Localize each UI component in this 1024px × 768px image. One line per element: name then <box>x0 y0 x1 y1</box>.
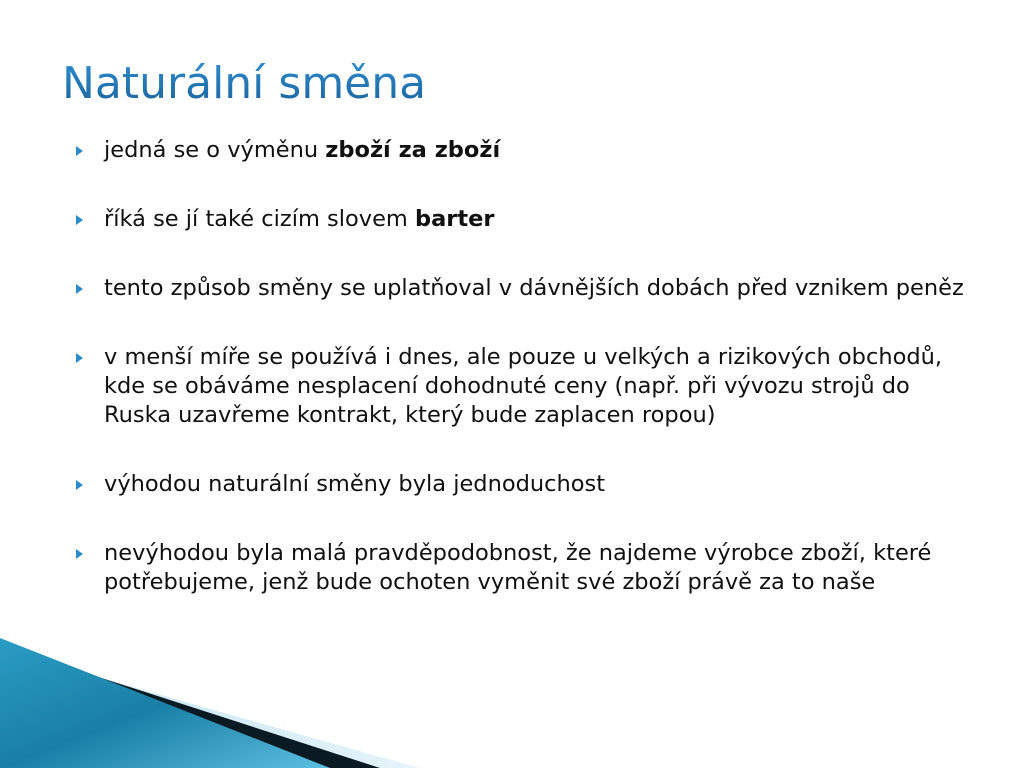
bullet-text: výhodou naturální směny byla jednoduchost <box>104 471 606 497</box>
triangle-right-icon <box>76 215 83 225</box>
triangle-right-icon <box>76 284 83 294</box>
bullet-item <box>72 136 972 165</box>
bullet-text: tento způsob směny se uplatňoval v dávnějších dobách před vznikem peněz <box>104 275 964 301</box>
bullet-text: nevýhodou byla malá pravděpodobnost, že najdeme výrobce zboží, které potřebujeme, jenž bude ochoten vyměnit své zboží právě za to naše <box>104 540 932 595</box>
triangle-right-icon <box>76 480 83 490</box>
bullet-item <box>72 539 972 597</box>
deco-teal-band <box>0 638 330 768</box>
triangle-right-icon <box>76 353 83 363</box>
bullet-text: jedná se o výměnu <box>104 137 326 163</box>
slide-title: Naturální směna <box>62 58 427 109</box>
triangle-right-icon <box>76 549 83 559</box>
triangle-right-icon <box>76 146 83 156</box>
bullet-item <box>72 205 972 234</box>
bullet-bold-text: zboží za zboží <box>325 137 501 163</box>
bullet-item <box>72 343 972 430</box>
decorative-corner-swoosh <box>0 628 1024 768</box>
bullet-text: říká se jí také cizím slovem <box>104 206 416 232</box>
bullet-item <box>72 274 972 303</box>
bullet-text: v menší míře se používá i dnes, ale pouze u velkých a rizikových obchodů, kde se obáváme nesplacení dohodnuté ceny (např. při vývozu strojů do Ruska uzavřeme kontrakt, který bude zaplacen ropou) <box>104 344 943 428</box>
bullet-item <box>72 470 972 499</box>
bullet-bold-text: barter <box>415 206 495 232</box>
bullet-list <box>72 136 972 637</box>
